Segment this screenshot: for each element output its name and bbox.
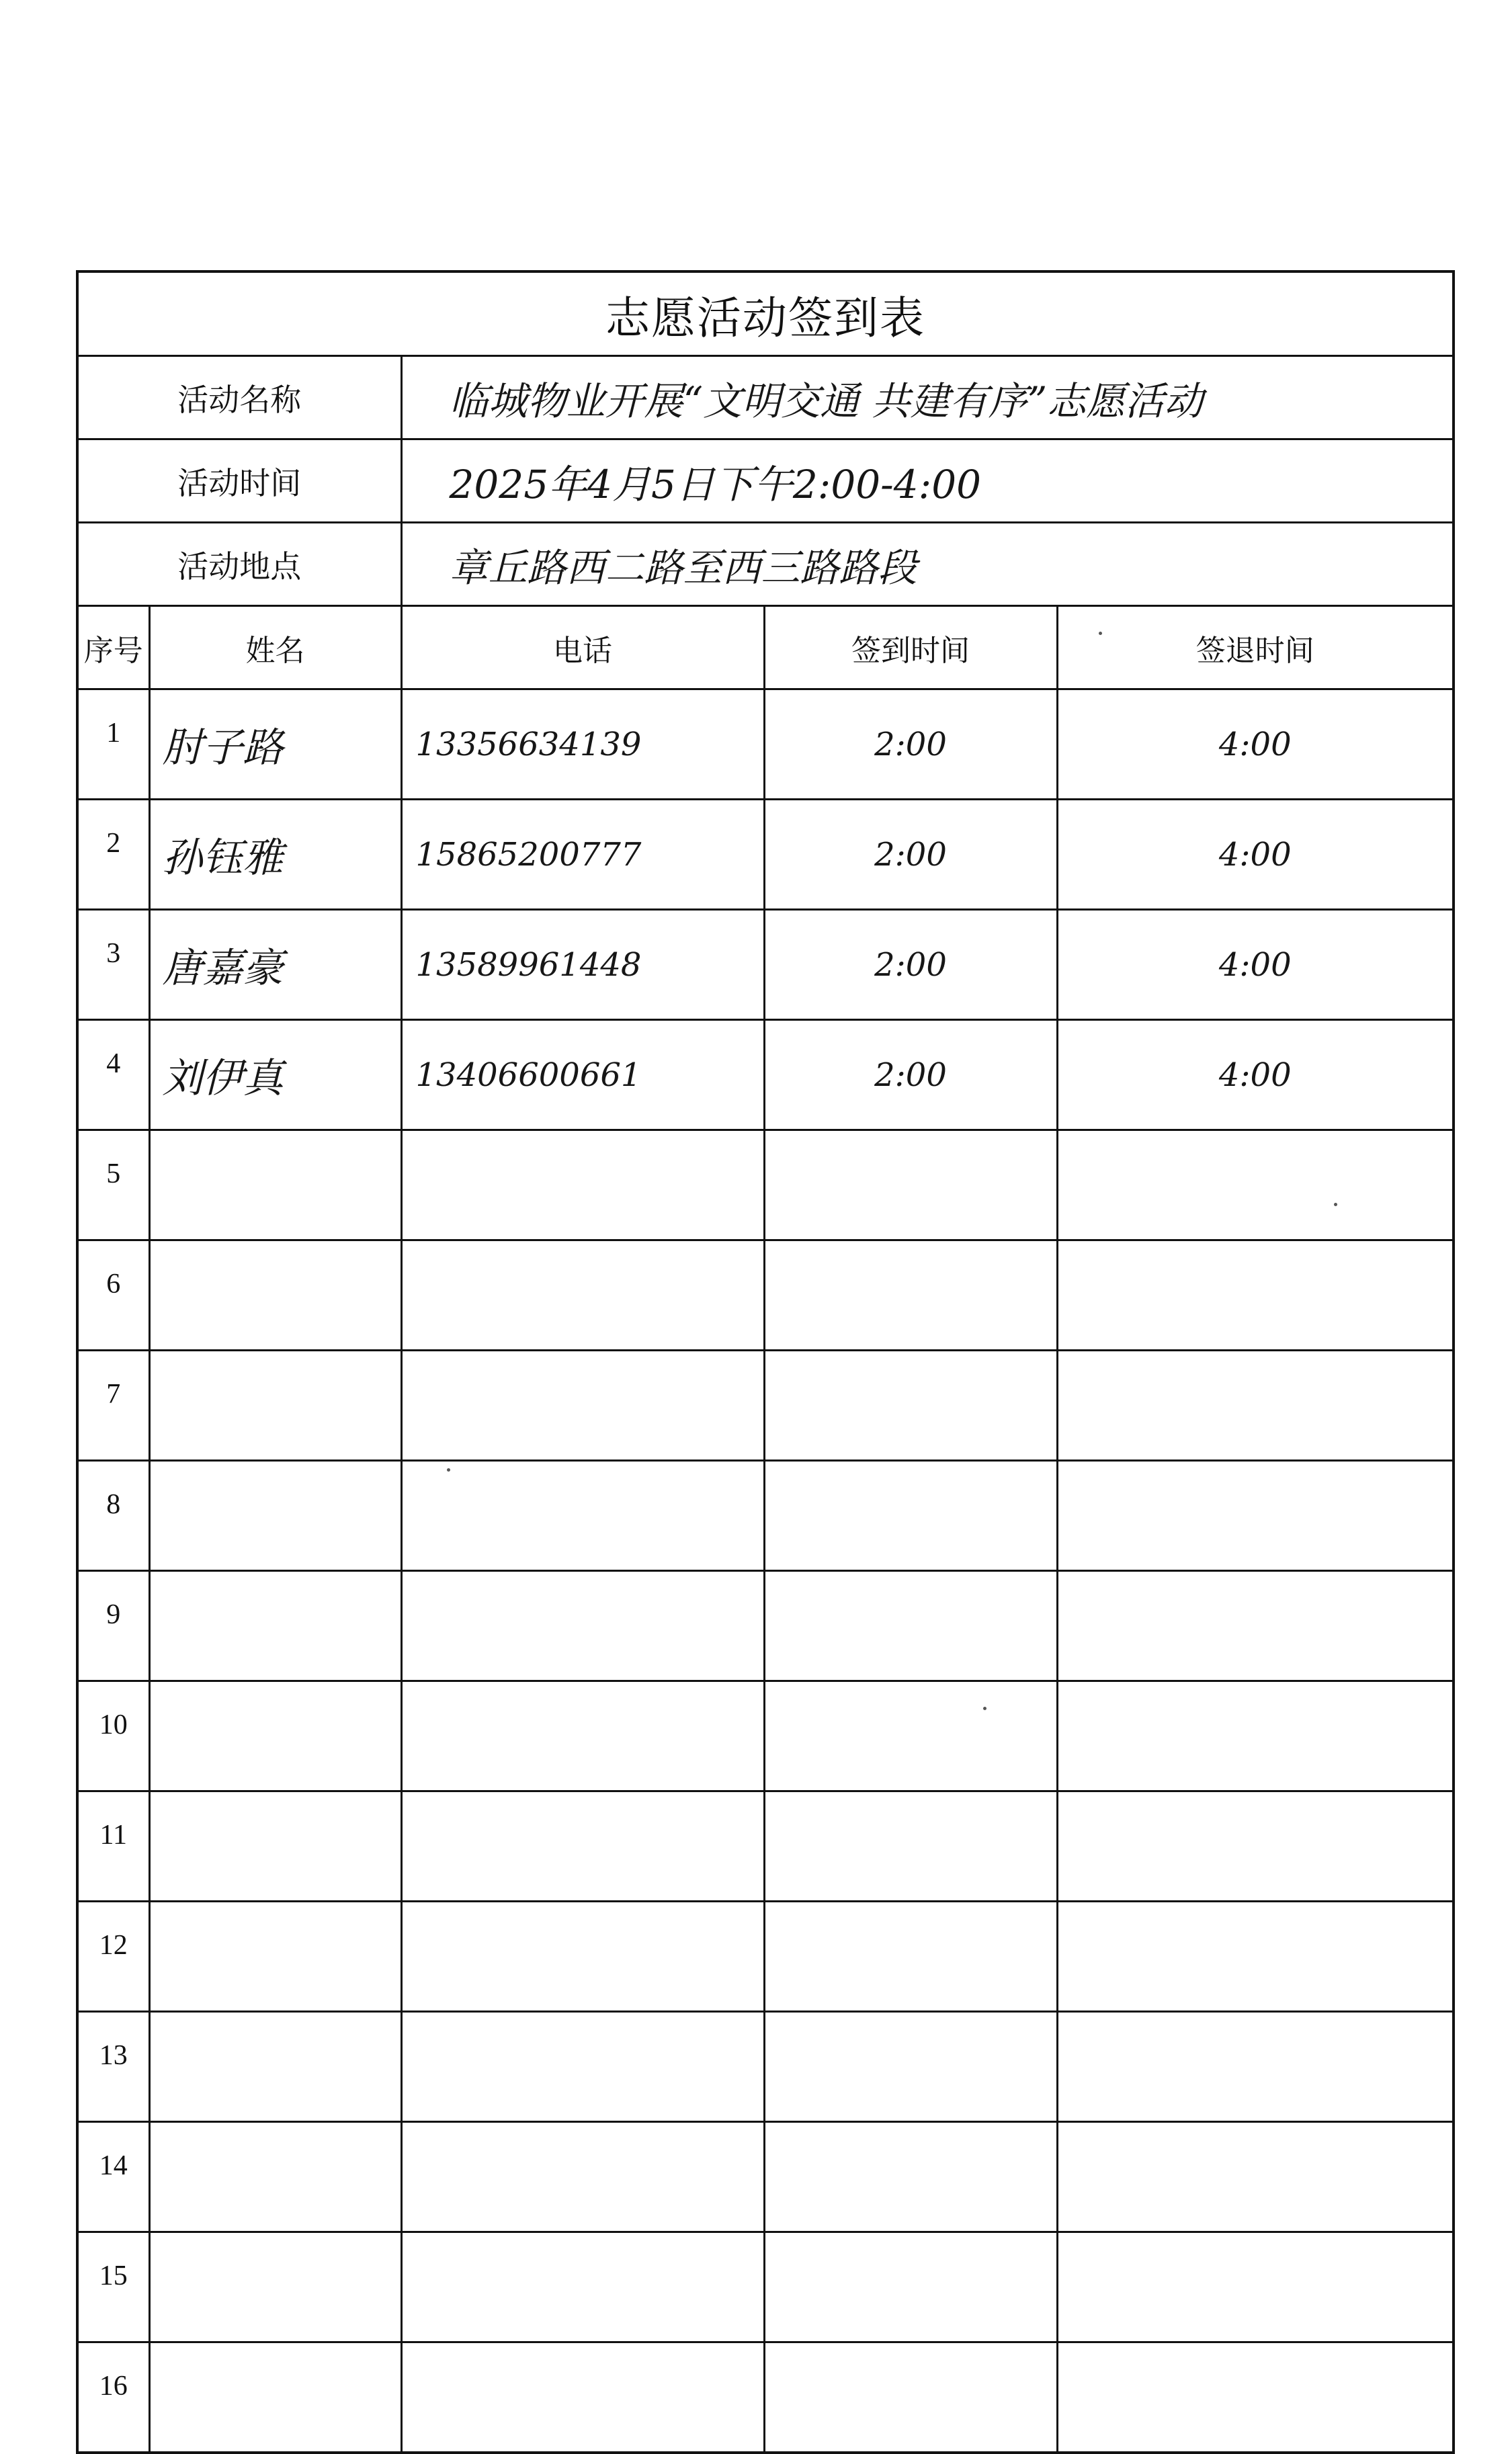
activity-place-value: 章丘路西二路至西三路路段: [449, 544, 917, 591]
column-header-no: 序号: [77, 606, 149, 689]
paper-speck: [983, 1707, 986, 1710]
row-sign-out-time: [1057, 2122, 1454, 2232]
row-number: 2: [77, 800, 149, 910]
activity-place-cell: [401, 523, 1454, 606]
row-sign-out-time: [1057, 1681, 1454, 1791]
row-sign-in-time: [764, 1571, 1057, 1681]
row-sign-in-time: [764, 2012, 1057, 2122]
row-number: 11: [77, 1791, 149, 1902]
row-phone: 13589961448: [401, 910, 764, 1020]
table-row: [77, 1791, 1454, 1902]
row-name: 肘子路: [149, 689, 401, 800]
row-name: [149, 2342, 401, 2453]
table-row: [77, 1130, 1454, 1240]
sign-in-sheet: [76, 270, 1452, 2454]
row-name: [149, 2012, 401, 2122]
row-number: 13: [77, 2012, 149, 2122]
table-row: [77, 1240, 1454, 1351]
column-header-name: 姓名: [149, 606, 401, 689]
paper-speck: [1099, 632, 1102, 635]
paper-speck: [447, 1468, 450, 1472]
table-row: [77, 1020, 1454, 1130]
row-sign-in-time: [764, 1351, 1057, 1461]
row-phone: 15865200777: [401, 800, 764, 910]
row-sign-in-time: 2:00: [764, 1020, 1057, 1130]
row-number: 6: [77, 1240, 149, 1351]
row-number: 1: [77, 689, 149, 800]
row-name: [149, 1351, 401, 1461]
table-row: [77, 910, 1454, 1020]
row-number: 15: [77, 2232, 149, 2342]
row-phone: 13406600661: [401, 1020, 764, 1130]
row-name: 唐嘉豪: [149, 910, 401, 1020]
sign-in-table: [76, 270, 1455, 2454]
row-number: 16: [77, 2342, 149, 2453]
row-sign-in-time: [764, 2342, 1057, 2453]
row-sign-out-time: 4:00: [1057, 910, 1454, 1020]
row-sign-in-time: 2:00: [764, 689, 1057, 800]
row-phone: 13356634139: [401, 689, 764, 800]
activity-name-label: 活动名称: [77, 356, 401, 439]
row-sign-out-time: [1057, 2012, 1454, 2122]
row-sign-out-time: 4:00: [1057, 689, 1454, 800]
row-name: [149, 2232, 401, 2342]
table-row: [77, 2342, 1454, 2453]
row-sign-in-time: [764, 1130, 1057, 1240]
row-phone: [401, 1902, 764, 2012]
row-number: 8: [77, 1461, 149, 1571]
row-phone: [401, 1461, 764, 1571]
table-row: [77, 2012, 1454, 2122]
row-phone: [401, 1351, 764, 1461]
row-sign-in-time: [764, 1240, 1057, 1351]
row-name: [149, 1791, 401, 1902]
column-header-sign-in: 签到时间: [764, 606, 1057, 689]
column-header-sign-out: 签退时间: [1057, 606, 1454, 689]
row-sign-in-time: 2:00: [764, 800, 1057, 910]
row-name: [149, 1681, 401, 1791]
row-phone: [401, 2012, 764, 2122]
activity-place-label: 活动地点: [77, 523, 401, 606]
row-sign-out-time: [1057, 1571, 1454, 1681]
row-number: 12: [77, 1902, 149, 2012]
row-phone: [401, 1240, 764, 1351]
row-phone: [401, 2122, 764, 2232]
table-row: [77, 800, 1454, 910]
form-title: 志愿活动签到表: [77, 271, 1454, 356]
row-sign-in-time: 2:00: [764, 910, 1057, 1020]
activity-time-label: 活动时间: [77, 439, 401, 523]
table-row: [77, 1571, 1454, 1681]
row-phone: [401, 2342, 764, 2453]
table-row: [77, 1461, 1454, 1571]
table-row: [77, 2232, 1454, 2342]
row-name: 孙钰雅: [149, 800, 401, 910]
activity-name-value: 临城物业开展“文明交通 共建有序”志愿活动: [449, 378, 1204, 424]
row-sign-in-time: [764, 2122, 1057, 2232]
row-sign-out-time: [1057, 2232, 1454, 2342]
table-row: [77, 1351, 1454, 1461]
row-sign-out-time: [1057, 1240, 1454, 1351]
row-name: [149, 1461, 401, 1571]
row-number: 4: [77, 1020, 149, 1130]
table-row: [77, 1681, 1454, 1791]
activity-time-value: 2025年4月5日下午2:00-4:00: [449, 461, 981, 507]
row-sign-out-time: [1057, 1461, 1454, 1571]
row-number: 10: [77, 1681, 149, 1791]
row-sign-in-time: [764, 1791, 1057, 1902]
row-sign-out-time: [1057, 1902, 1454, 2012]
row-name: [149, 2122, 401, 2232]
row-number: 3: [77, 910, 149, 1020]
row-phone: [401, 1130, 764, 1240]
column-header-phone: 电话: [401, 606, 764, 689]
row-name: [149, 1902, 401, 2012]
activity-time-cell: [401, 439, 1454, 523]
activity-name-cell: [401, 356, 1454, 439]
row-number: 7: [77, 1351, 149, 1461]
row-sign-in-time: [764, 2232, 1057, 2342]
row-sign-out-time: [1057, 1791, 1454, 1902]
row-number: 5: [77, 1130, 149, 1240]
row-name: [149, 1571, 401, 1681]
column-header-row: [77, 606, 1454, 689]
table-row: [77, 689, 1454, 800]
row-phone: [401, 1571, 764, 1681]
row-phone: [401, 2232, 764, 2342]
row-sign-in-time: [764, 1461, 1057, 1571]
row-name: [149, 1240, 401, 1351]
row-sign-out-time: 4:00: [1057, 800, 1454, 910]
row-number: 14: [77, 2122, 149, 2232]
row-name: [149, 1130, 401, 1240]
row-sign-in-time: [764, 1902, 1057, 2012]
row-sign-in-time: [764, 1681, 1057, 1791]
row-phone: [401, 1791, 764, 1902]
paper-speck: [1334, 1203, 1337, 1206]
row-sign-out-time: 4:00: [1057, 1020, 1454, 1130]
row-name: 刘伊真: [149, 1020, 401, 1130]
table-row: [77, 2122, 1454, 2232]
row-sign-out-time: [1057, 1351, 1454, 1461]
row-sign-out-time: [1057, 2342, 1454, 2453]
row-sign-out-time: [1057, 1130, 1454, 1240]
table-row: [77, 1902, 1454, 2012]
row-phone: [401, 1681, 764, 1791]
row-number: 9: [77, 1571, 149, 1681]
